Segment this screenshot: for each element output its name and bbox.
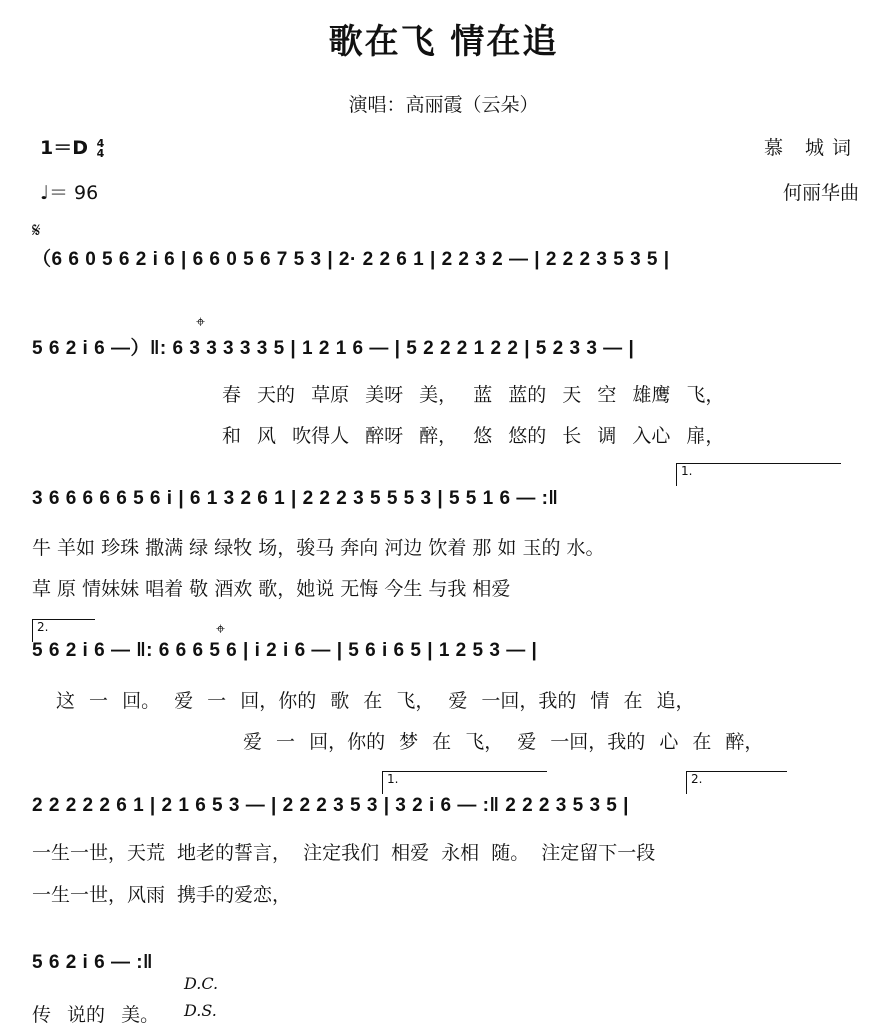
da-capo-mark: D.C. (184, 974, 219, 993)
notation-line-4: 5 6 2 i 6 — ‖: 6 6 6 5 6 | i 2 i 6 — | 5 6 i 6 5 | 1 2 5 3 — | (32, 640, 538, 661)
singer-credit: 演唱：高丽霞（云朵） (348, 94, 539, 116)
coda-sign: ⌖ (196, 312, 206, 331)
tempo-marking: ♩＝ 96 (40, 182, 99, 204)
notation-line-3: 3 6 6 6 6 6 5 6 i | 6 1 3 2 6 1 | 2 2 2 3 5 5 5 3 | 5 5 1 6 — :‖ (32, 488, 559, 509)
notation-line-6: 5 6 2 i 6 — :‖ (32, 952, 153, 973)
lyric-line-5a: 一生一世，天荒 地老的誓言， 注定我们 相爱 永相 随。 注定留下一段 (32, 842, 656, 864)
volta-label-2: 2. (37, 620, 49, 634)
volta-label-1: 1. (681, 464, 693, 478)
key-signature (40, 133, 104, 160)
lyric-line-2a: 春 天的 草原 美呀 美， 蓝 蓝的 天 空 雄鹰 飞， (222, 384, 725, 406)
time-denominator: 4 (96, 146, 105, 160)
key-label: 1＝D (40, 137, 88, 159)
lyric-line-4b: 爱 一 回，你的 梦 在 飞， 爱 一回，我的 心 在 醉， (243, 731, 764, 753)
lyric-line-4a: 这 一 回。 爱 一 回，你的 歌 在 飞， 爱 一回，我的 情 在 追， (56, 690, 695, 712)
lyric-line-3a: 牛 羊如 珍珠 撒满 绿 绿牧 场，骏马 奔向 河边 饮着 那 如 玉的 水。 (32, 537, 605, 559)
composer-credit: 何丽华曲 (782, 182, 859, 204)
time-numerator: 4 (96, 136, 105, 150)
volta-label-4: 2. (691, 772, 703, 786)
notation-line-5: 2 2 2 2 2 6 1 | 2 1 6 5 3 — | 2 2 2 3 5 3 | 3 2 i 6 — :‖ 2 2 2 3 5 3 5 | (32, 795, 629, 816)
lyricist-credit: 慕 城词 (763, 137, 859, 159)
coda-sign-2: ⌖ (216, 619, 226, 638)
song-title: 歌在飞 情在追 (328, 22, 559, 62)
lyric-line-2b: 和 风 吹得人 醉呀 醉， 悠 悠的 长 调 入心 扉， (222, 425, 725, 447)
time-signature (96, 136, 105, 160)
volta-label-3: 1. (387, 772, 399, 786)
notation-line-2: 5 6 2 i 6 —）‖: 6 3 3 3 3 3 5 | 1 2 1 6 — | 5 2 2 2 1 2 2 | 5 2 3 3 — | (32, 338, 635, 359)
notation-line-1: （6 6 0 5 6 2 i 6 | 6 6 0 5 6 7 5 3 | 2· 2 2 6 1 | 2 2 3 2 — | 2 2 2 3 5 3 5 | (32, 249, 670, 270)
lyric-line-6: 传 说的 美。 (32, 1004, 160, 1026)
volta-bracket-3 (382, 771, 547, 794)
volta-bracket-1 (676, 463, 841, 486)
dal-segno-mark: D.S. (184, 1001, 217, 1020)
lyric-line-5b: 一生一世，风雨 携手的爱恋， (32, 884, 292, 906)
segno-sign: 𝄋 (32, 218, 41, 242)
lyric-line-3b: 草 原 情妹妹 唱着 敬 酒欢 歌，她说 无悔 今生 与我 相爱 (32, 578, 511, 600)
